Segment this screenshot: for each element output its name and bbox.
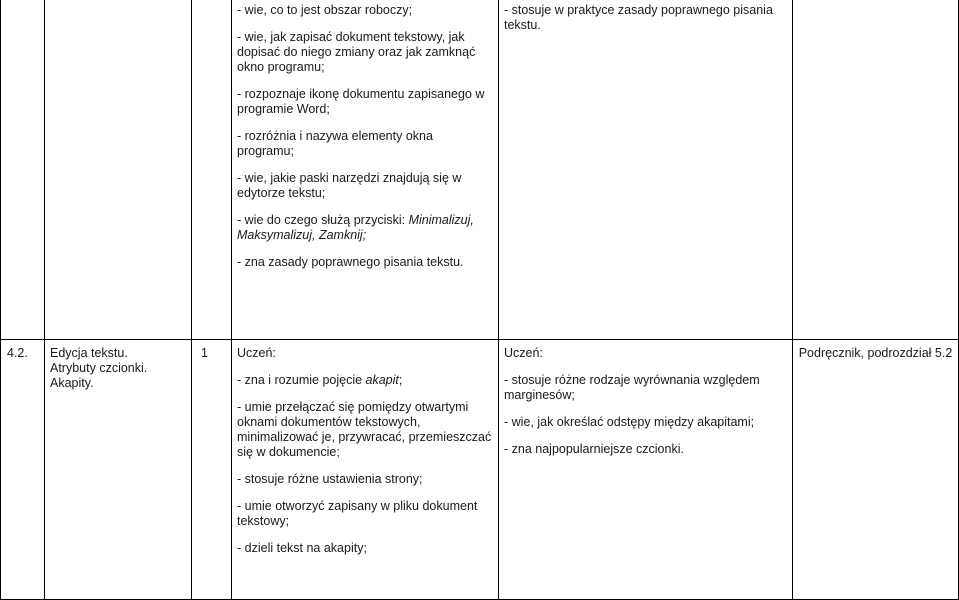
requirement-item: - umie przełączać się pomiędzy otwartymi oknami dokumentów tekstowych, minimalizować je, przywracać, przemieszczać się w dokumencie; bbox=[237, 400, 492, 459]
requirement-item: - dzieli tekst na akapity; bbox=[237, 541, 367, 555]
number-cell bbox=[1, 0, 45, 340]
basic-requirements-cell bbox=[232, 0, 499, 340]
requirement-item: - wie, jak zapisać dokument tekstowy, jak dopisać do niego zmiany oraz jak zamknąć okno programu; bbox=[237, 30, 476, 74]
requirements-list bbox=[232, 340, 498, 556]
reference-cell bbox=[793, 0, 959, 340]
number-cell bbox=[1, 340, 45, 600]
requirement-item: - stosuje w praktyce zasady poprawnego pisania tekstu. bbox=[504, 3, 773, 32]
textbook-reference: Podręcznik, podrozdział 5.2 bbox=[798, 346, 953, 360]
hours-cell bbox=[192, 0, 232, 340]
requirement-item: - rozróżnia i nazywa elementy okna programu; bbox=[237, 129, 433, 158]
requirement-item: - stosuje różne rodzaje wyrównania względem marginesów; bbox=[504, 373, 760, 402]
requirements-list bbox=[232, 0, 498, 270]
lesson-topic: Edycja tekstu. Atrybuty czcionki. Akapity. bbox=[50, 346, 148, 390]
topic-cell bbox=[45, 340, 192, 600]
requirements-list bbox=[499, 340, 792, 457]
requirement-item: - wie, jak określać odstępy między akapitami; bbox=[504, 415, 755, 429]
requirement-item: - wie, jakie paski narzędzi znajdują się w edytorze tekstu; bbox=[237, 171, 462, 200]
extended-requirements-cell bbox=[499, 340, 793, 600]
reference-cell bbox=[793, 340, 959, 600]
requirement-item: - wie do czego służą przyciski: Minimalizuj, Maksymalizuj, Zamknij; bbox=[237, 213, 474, 242]
topic-cell bbox=[45, 0, 192, 340]
requirement-item: - zna zasady poprawnego pisania tekstu. bbox=[237, 255, 464, 269]
hours-cell bbox=[192, 340, 232, 600]
basic-requirements-cell bbox=[232, 340, 499, 600]
requirement-item: - zna i rozumie pojęcie akapit; bbox=[237, 373, 403, 387]
extended-requirements-cell bbox=[499, 0, 793, 340]
table-row bbox=[1, 0, 959, 340]
lesson-number: 4.2. bbox=[7, 346, 28, 360]
lesson-hours: 1 bbox=[201, 346, 208, 360]
requirement-item: - wie, co to jest obszar roboczy; bbox=[237, 3, 413, 17]
requirement-item: - stosuje różne ustawienia strony; bbox=[237, 472, 423, 486]
requirement-item: Uczeń: bbox=[504, 346, 543, 360]
requirements-list bbox=[499, 0, 792, 33]
requirement-item: - zna najpopularniejsze czcionki. bbox=[504, 442, 684, 456]
requirement-item: - umie otworzyć zapisany w pliku dokument tekstowy; bbox=[237, 499, 478, 528]
table-row bbox=[1, 340, 959, 600]
requirement-item: Uczeń: bbox=[237, 346, 276, 360]
requirement-item: - rozpoznaje ikonę dokumentu zapisanego w programie Word; bbox=[237, 87, 485, 116]
